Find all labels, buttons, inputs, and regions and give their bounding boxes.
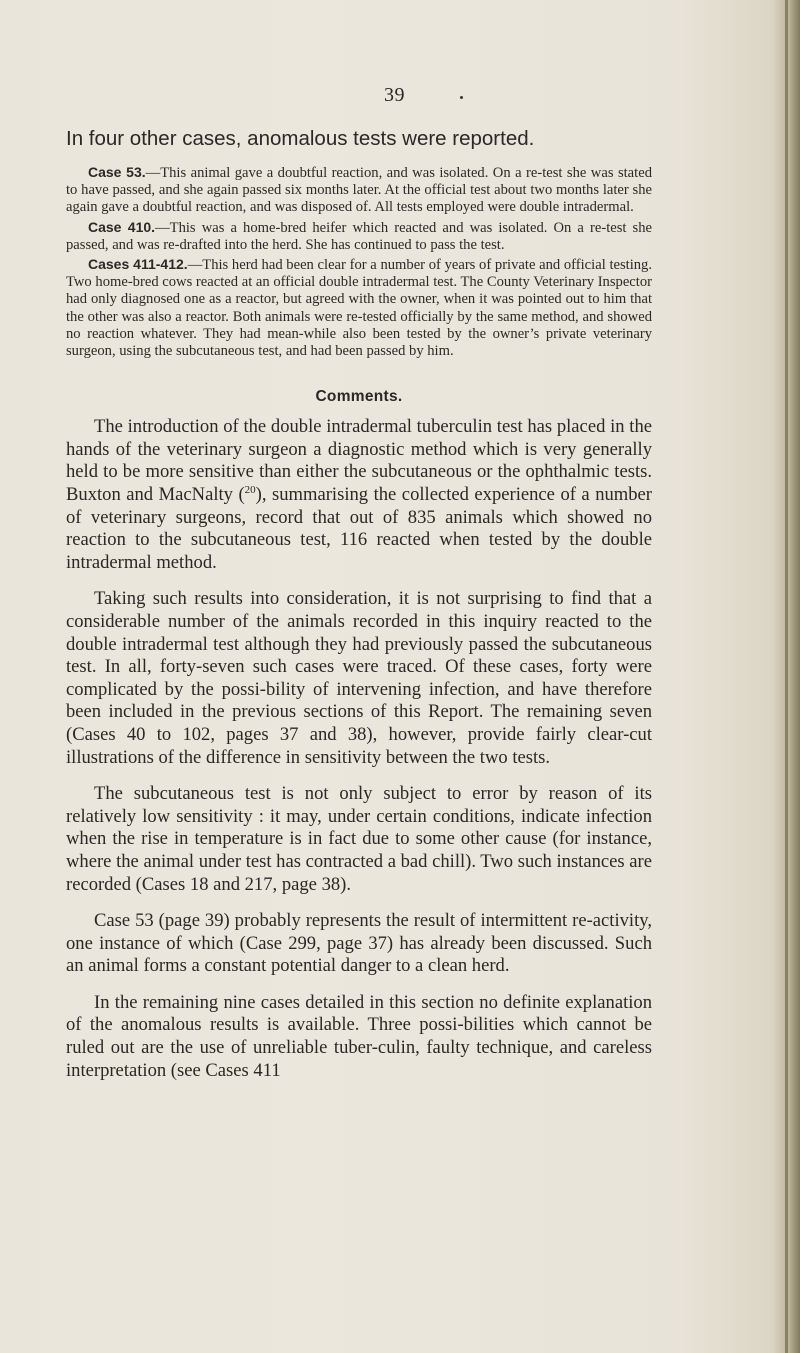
reference-number: 20 (244, 483, 256, 496)
comments-paragraph-4: Case 53 (page 39) probably represents the result of intermittent re-activity, one instance of which (Case 299, page 37) has already been discussed. Such an animal forms a constant potential danger to a clean herd. (66, 910, 652, 977)
comments-heading: Comments. (315, 388, 403, 406)
page-edge-line (785, 0, 788, 1353)
case-53-paragraph (66, 164, 652, 217)
cases-411-412-text: —This herd had been clear for a number of years of private and official testing. Two home-bred cows reacted at an official double intradermal test. The County Veterinary Inspector had only diagnosed one as a reactor, but agreed with the owner, when it was pointed out to him that the other was also a reactor. Both animals were re-tested officially by the same method, and showed no reaction whatever. They had mean-while also been tested by the owner’s private veterinary surgeon, using the subcutaneous test, and had been passed by him. (66, 257, 653, 360)
comments-p1-after: ), summarising the collected experience of a number of veterinary surgeons, record that out of 835 animals which showed no reaction to the subcutaneous test, 116 reacted when tested by the double intradermal method. (66, 484, 652, 573)
case-53-title: Case 53. (88, 164, 146, 180)
case-410-paragraph (66, 219, 652, 254)
cases-411-412-title: Cases 411-412. (88, 256, 188, 273)
cases-411-412-paragraph (66, 256, 652, 360)
comments-paragraph-1 (66, 416, 652, 574)
comments-paragraph-2: Taking such results into consideration, it is not surprising to find that a considerable number of the animals recorded in this inquiry reacted to the double intradermal test although they had previously passed the subcutaneous test. In all, forty-seven such cases were traced. Of these cases, forty were complicated by the possi-bility of intervening infection, and have therefore been included in the previous sections of this Report. The remaining seven (Cases 40 to 102, pages 37 and 38), however, provide fairly clear-cut illustrations of the difference in sensitivity between the two tests. (66, 588, 652, 768)
comments-paragraph-3: The subcutaneous test is not only subject to error by reason of its relatively low sensitivity : it may, under certain conditions, indicate infection when the rise in temperature is in fact due to some other cause (for instance, where the animal under test has contracted a bad chill). Two such instances are recorded (Cases 18 and 217, page 38). (66, 783, 652, 895)
case-53-text: —This animal gave a doubtful reaction, and was isolated. On a re-test she was stated to have passed, and she again passed six months later. At the official test about two months later she again gave a doubtful reaction, and was disposed of. All tests employed were double intradermal. (66, 165, 652, 216)
case-410-title: Case 410. (88, 218, 156, 235)
page-number: 39 (384, 84, 405, 106)
case-410-text: —This was a home-bred heifer which reacted and was isolated. On a re-test she passed, and was re-drafted into the herd. She has continued to pass the test. (66, 219, 652, 253)
page-content (66, 125, 652, 1096)
comments-p1-before: The introduction of the double intradermal tuberculin test has placed in the hands of the veterinary surgeon a diagnostic method which is very generally held to be more sensitive than either the subcutaneous or the ophthalmic tests. Buxton and MacNalty ( (66, 416, 652, 506)
stray-mark (460, 96, 463, 99)
comments-paragraph-5: In the remaining nine cases detailed in this section no definite explanation of the anomalous results is available. Three possi-bilities which cannot be ruled out are the use of unreliable tuber-culin, faulty technique, and careless interpretation (see Cases 411 (66, 991, 652, 1081)
lead-sentence: In four other cases, anomalous tests were reported. (66, 127, 535, 150)
